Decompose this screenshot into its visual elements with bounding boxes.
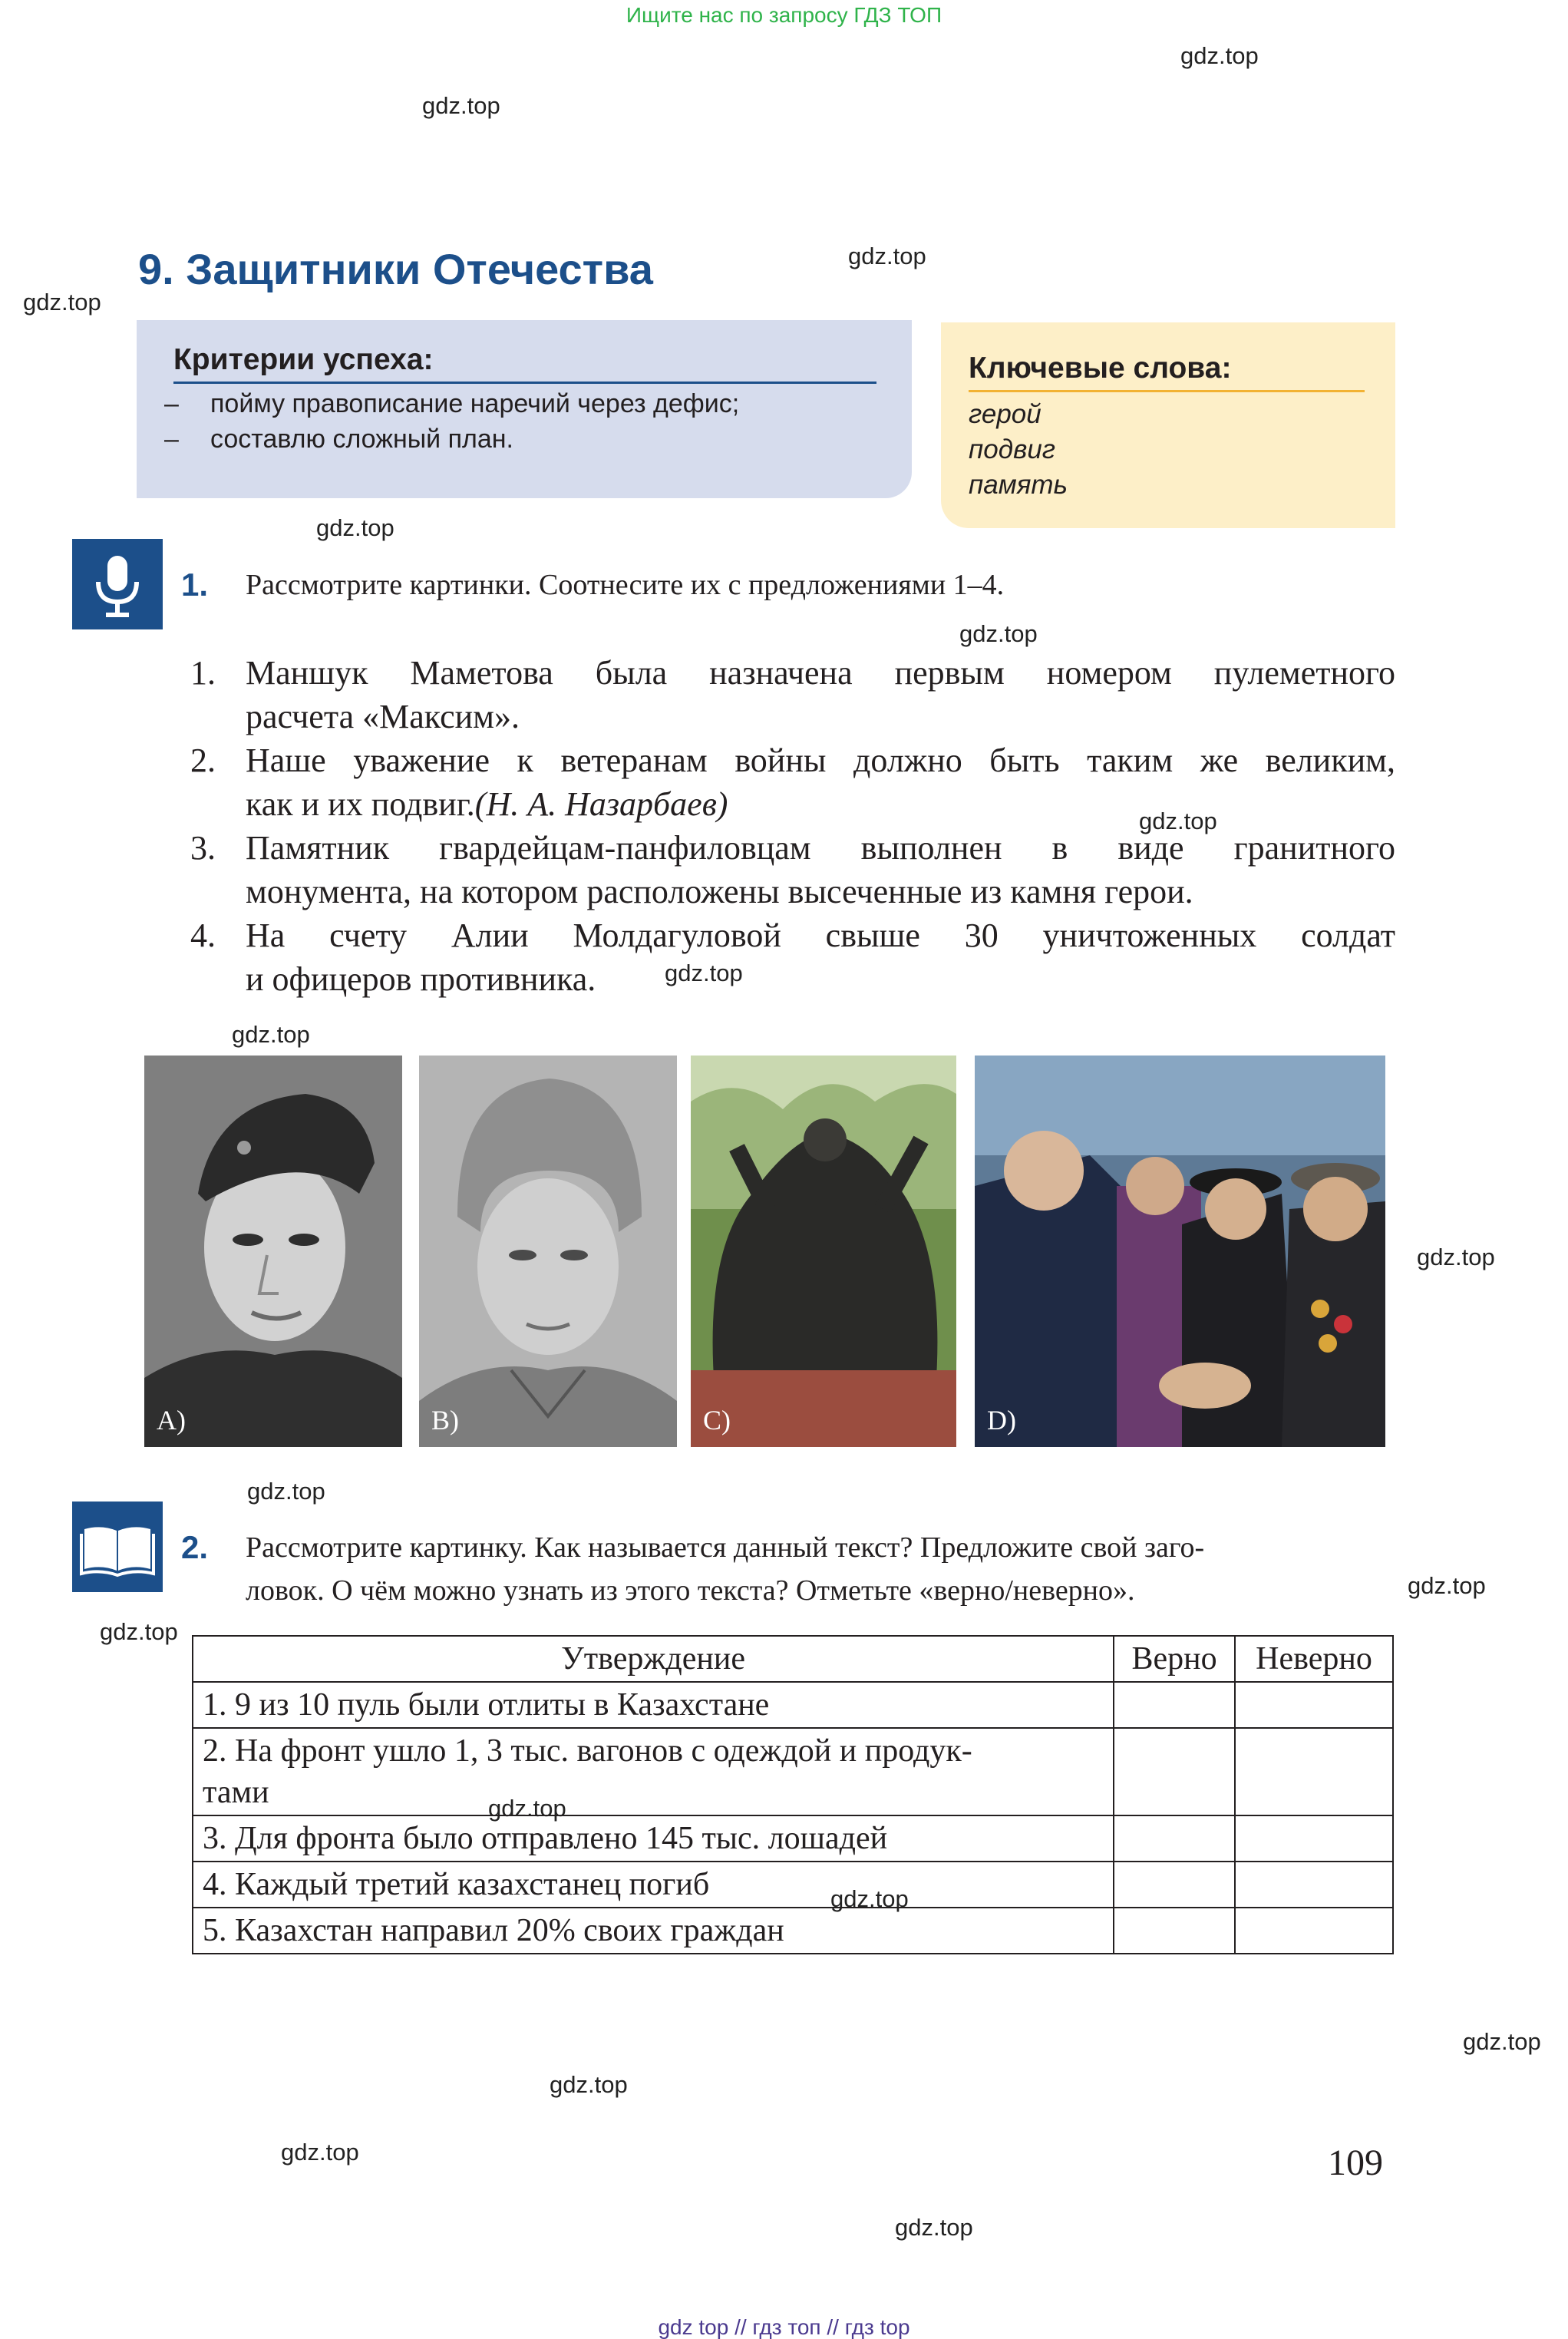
- photo-label: A): [157, 1405, 186, 1435]
- veterans-handshake-icon: [975, 1056, 1385, 1447]
- false-cell[interactable]: [1235, 1862, 1393, 1908]
- watermark: gdz.top: [830, 1885, 909, 1912]
- watermark: gdz.top: [1463, 2028, 1541, 2055]
- photo-a: [144, 1056, 402, 1447]
- task-prompt: ловок. О чём можно узнать из этого текста? Отметьте «верно/неверно».: [246, 1574, 1135, 1607]
- watermark: gdz.top: [550, 2071, 628, 2098]
- table-row: [193, 1862, 1393, 1908]
- photo-label: B): [431, 1405, 459, 1435]
- sentence-item: 3. Памятник гвардейцам-панфиловцам выполнен в виде гранитного монумента, на котором расположены высеченные из камня герои.: [190, 829, 1395, 910]
- page-number: 109: [1328, 2142, 1383, 2183]
- table-row: [193, 1908, 1393, 1954]
- sentence-item: 2. Наше уважение к ветеранам войны должно быть таким же великим, как и их подвиг.(Н. А. Назарбаев): [190, 742, 1395, 823]
- watermark: gdz.top: [895, 2214, 973, 2241]
- true-cell[interactable]: [1114, 1862, 1235, 1908]
- portrait-woman-fur-hat-icon: [419, 1056, 677, 1447]
- top-banner[interactable]: Ищите нас по запросу ГДЗ ТОП: [626, 3, 942, 27]
- keyword: герой: [969, 399, 1041, 429]
- watermark: gdz.top: [247, 1478, 325, 1505]
- false-cell[interactable]: [1235, 1682, 1393, 1728]
- bottom-banner[interactable]: gdz top // гдз топ // гдз top: [658, 2315, 910, 2339]
- photo-d: [975, 1056, 1385, 1447]
- watermark: gdz.top: [23, 289, 101, 316]
- false-cell[interactable]: [1235, 1815, 1393, 1862]
- monument-icon: [691, 1056, 956, 1447]
- sentence-item: 1. Маншук Маметова была назначена первым номером пулеметного расчета «Максим».: [190, 654, 1395, 735]
- statement-cell: 1. 9 из 10 пуль были отлиты в Казахстане: [193, 1682, 1114, 1728]
- table-row: [193, 1682, 1393, 1728]
- microphone-icon: [72, 539, 163, 629]
- watermark: gdz.top: [100, 1618, 178, 1645]
- success-criteria-box: [137, 320, 912, 498]
- watermark: gdz.top: [1408, 1572, 1486, 1599]
- header-statement: Утверждение: [193, 1636, 1114, 1682]
- task-number: 2.: [181, 1529, 209, 1565]
- watermark: gdz.top: [232, 1021, 310, 1048]
- false-cell[interactable]: [1235, 1728, 1393, 1815]
- header-false: Неверно: [1235, 1636, 1393, 1682]
- watermark: gdz.top: [1180, 42, 1259, 69]
- open-book-icon: [72, 1502, 163, 1592]
- task-number: 1.: [181, 567, 209, 603]
- statement-cell: 2. На фронт ушло 1, 3 тыс. вагонов с одеждой и продук- тами: [193, 1728, 1114, 1815]
- watermark: gdz.top: [848, 243, 926, 269]
- watermark: gdz.top: [665, 960, 743, 986]
- watermark: gdz.top: [959, 620, 1038, 647]
- criteria-item: – пойму правописание наречий через дефис;: [164, 389, 740, 418]
- photo-label: C): [703, 1405, 731, 1435]
- watermark: gdz.top: [281, 2139, 359, 2166]
- watermark: gdz.top: [1417, 1244, 1495, 1270]
- photo-label: D): [987, 1405, 1016, 1435]
- task-prompt: Рассмотрите картинки. Соотнесите их с предложениями 1–4.: [246, 569, 1005, 601]
- statement-cell: 3. Для фронта было отправлено 145 тыс. лошадей: [193, 1815, 1114, 1862]
- true-cell[interactable]: [1114, 1728, 1235, 1815]
- watermark: gdz.top: [488, 1795, 566, 1822]
- keyword: подвиг: [969, 434, 1056, 464]
- true-cell[interactable]: [1114, 1815, 1235, 1862]
- watermark: gdz.top: [1139, 808, 1217, 834]
- watermark: gdz.top: [316, 514, 394, 541]
- lesson-title: 9. Защитники Отечества: [138, 245, 653, 293]
- true-cell[interactable]: [1114, 1908, 1235, 1954]
- criteria-title: Критерии успеха:: [173, 343, 876, 384]
- table-row: [193, 1728, 1393, 1815]
- quote-author: (Н. А. Назарбаев): [474, 785, 728, 823]
- keyword: память: [969, 470, 1068, 500]
- sentence-item: 4. На счету Алии Молдагуловой свыше 30 уничтоженных солдат и офицеров противника.: [190, 917, 1395, 998]
- header-true: Верно: [1114, 1636, 1235, 1682]
- statement-cell: 4. Каждый третий казахстанец погиб: [193, 1862, 1114, 1908]
- task-prompt: Рассмотрите картинку. Как называется данный текст? Предложите свой заго-: [246, 1531, 1205, 1564]
- table-header-row: [193, 1636, 1393, 1682]
- watermark: gdz.top: [422, 92, 500, 119]
- photo-b: [419, 1056, 677, 1447]
- photo-c: [691, 1056, 956, 1447]
- keywords-box: [941, 322, 1395, 528]
- true-cell[interactable]: [1114, 1682, 1235, 1728]
- criteria-item: – составлю сложный план.: [164, 425, 513, 454]
- false-cell[interactable]: [1235, 1908, 1393, 1954]
- statement-cell: 5. Казахстан направил 20% своих граждан: [193, 1908, 1114, 1954]
- keywords-title: Ключевые слова:: [969, 352, 1365, 392]
- table-row: [193, 1815, 1393, 1862]
- true-false-table: [192, 1635, 1394, 1954]
- portrait-woman-cap-icon: [144, 1056, 402, 1447]
